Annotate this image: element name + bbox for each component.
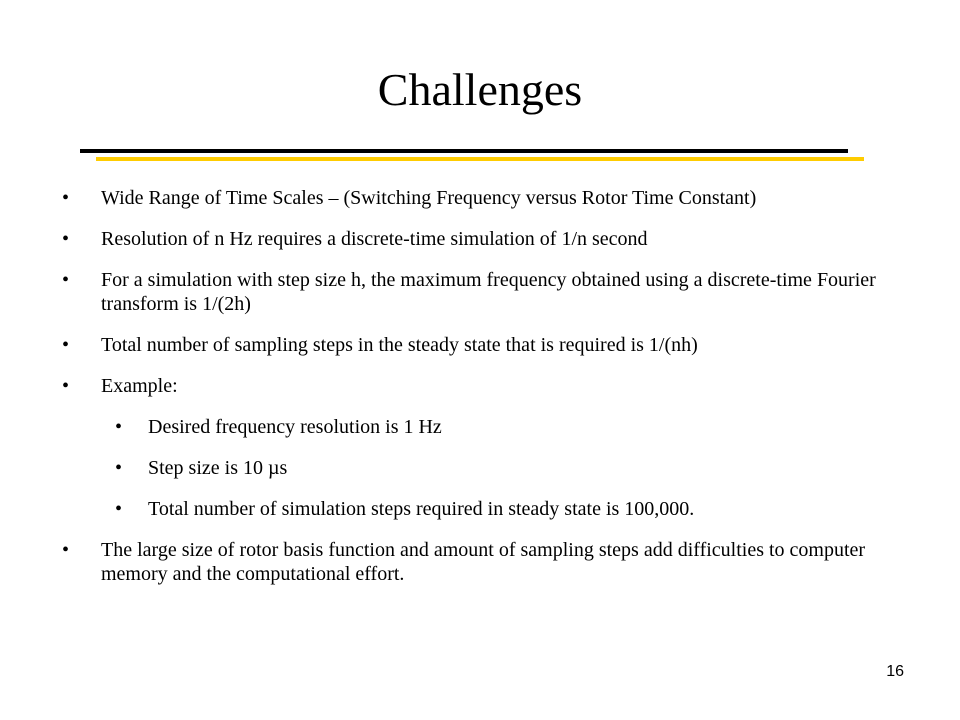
sub-bullet-text: Total number of simulation steps required in steady state is 100,000. — [148, 498, 695, 520]
bullet-symbol: • — [115, 416, 123, 438]
bullet-symbol: • — [115, 498, 123, 520]
bullet-item — [0, 186, 960, 210]
bullet-text: Total number of sampling steps in the steady state that is required is 1/(nh) — [101, 334, 698, 356]
sub-bullet-item — [0, 456, 960, 480]
bullet-item — [0, 333, 960, 357]
bullet-item — [0, 538, 960, 586]
bullet-symbol: • — [62, 269, 70, 291]
bullet-item — [0, 374, 960, 398]
title-underline-gold — [96, 157, 864, 161]
bullet-symbol: • — [62, 539, 70, 561]
sub-bullet-text: Desired frequency resolution is 1 Hz — [148, 416, 442, 438]
bullet-symbol: • — [62, 187, 70, 209]
sub-bullet-item — [0, 415, 960, 439]
bullet-item — [0, 227, 960, 251]
bullet-text: Wide Range of Time Scales – (Switching Frequency versus Rotor Time Constant) — [101, 187, 757, 209]
bullet-item — [0, 268, 960, 316]
bullet-text: For a simulation with step size h, the maximum frequency obtained using a discrete-time Fourier transform is 1/(2h) — [101, 269, 876, 315]
bullet-list — [0, 186, 960, 603]
page-number: 16 — [886, 663, 904, 680]
bullet-symbol: • — [62, 375, 70, 397]
bullet-symbol: • — [62, 228, 70, 250]
bullet-text: Example: — [101, 375, 178, 397]
bullet-symbol: • — [62, 334, 70, 356]
sub-bullet-text: Step size is 10 µs — [148, 457, 288, 479]
title-underline-black — [80, 149, 848, 153]
bullet-symbol: • — [115, 457, 123, 479]
sub-bullet-item — [0, 497, 960, 521]
bullet-text: The large size of rotor basis function and amount of sampling steps add difficulties to computer memory and the computational effort. — [101, 539, 866, 585]
slide-title: Challenges — [377, 64, 583, 115]
bullet-text: Resolution of n Hz requires a discrete-time simulation of 1/n second — [101, 228, 648, 250]
